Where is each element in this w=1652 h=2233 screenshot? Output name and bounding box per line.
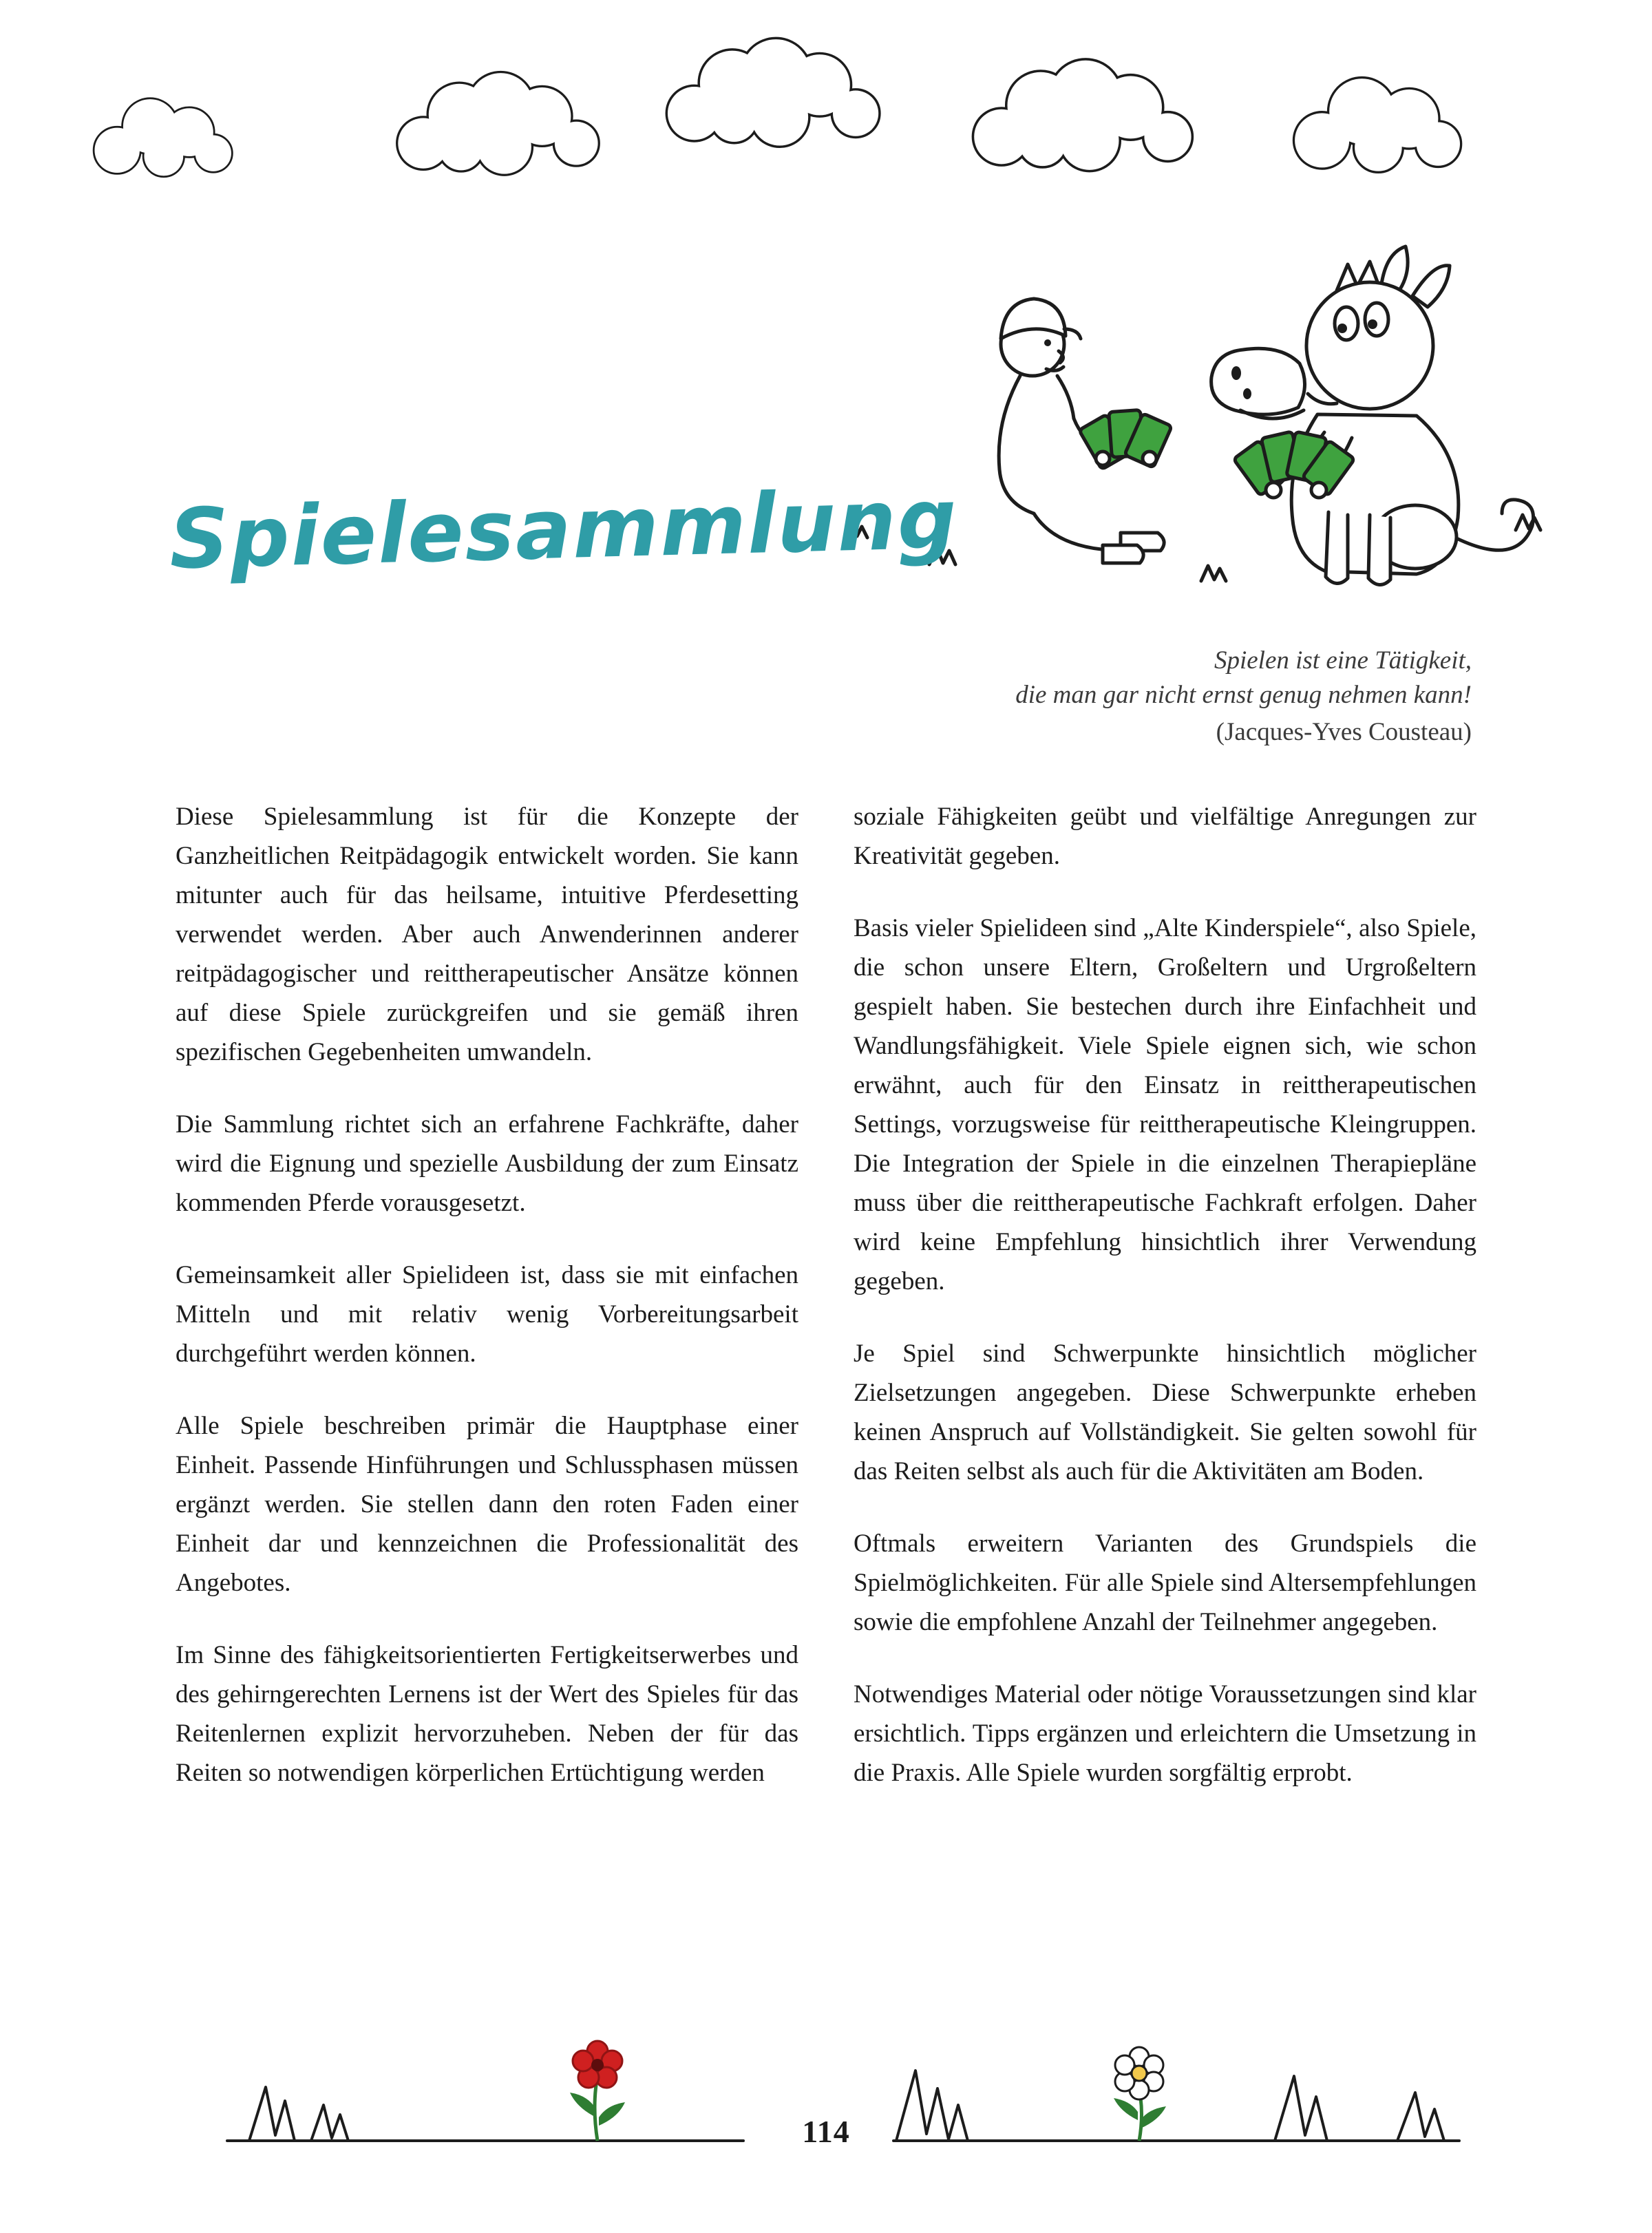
quote-attribution: (Jacques-Yves Cousteau)	[1216, 718, 1472, 746]
hoof	[1266, 483, 1281, 498]
paragraph: Basis vieler Spielideen sind „Alte Kinderspiele“, also Spiele, die schon unsere Eltern, Großeltern und Urgroßeltern gespielt haben. Sie bestechen durch ihre Einfachheit und Wandlungsfähigkeit. Viele Spiele eignen sich, wie schon erwähnt, auch für den Einsatz in reittherapeutischen Settings, vorzugsweise für reittherapeutische Kleingruppen. Die Integration der Spiele in die einzelnen Therapiepläne muss über die reittherapeutische Fachkraft erfolgen. Daher wird keine Empfehlung hinsichtlich ihrer Verwendung gegeben.	[854, 914, 1476, 1295]
paragraph: Gemeinsamkeit aller Spielideen ist, dass sie mit einfachen Mitteln und mit relativ wenig Vorbereitungsarbeit durchgeführt werden können.	[176, 1261, 798, 1368]
horse-tail	[1457, 500, 1534, 550]
paragraph: Notwendiges Material oder nötige Voraussetzungen sind klar ersichtlich. Tipps ergänzen und erleichtern die Umsetzung in die Praxis. Alle Spiele wurden sorgfältig erprobt.	[854, 1680, 1476, 1787]
horse-card-game-illustration	[826, 241, 1556, 626]
quote-line: Spielen ist eine Tätigkeit,	[1214, 646, 1472, 675]
left-column	[176, 797, 798, 1825]
horse-eye	[1365, 303, 1388, 336]
grass-mark-icon	[1516, 515, 1540, 530]
horse-leg	[1326, 512, 1348, 584]
person-illustration	[999, 299, 1172, 563]
paragraph: soziale Fähigkeiten geübt und vielfältige Anregungen zur Kreativität gegeben.	[854, 803, 1476, 870]
cloud-icon	[398, 73, 597, 173]
body-columns	[176, 797, 1476, 1825]
cloud-icon	[668, 39, 878, 145]
grass-mark-icon	[1201, 566, 1226, 581]
hoof	[1311, 483, 1326, 498]
page-title: Spielesammlung	[168, 472, 960, 588]
playing-cards-icon	[1079, 410, 1172, 469]
horse-illustration	[1211, 246, 1534, 585]
hand	[1143, 452, 1156, 465]
paragraph: Diese Spielesammlung ist für die Konzepte der Ganzheitlichen Reitpädagogik entwickelt worden. Sie kann mitunter auch für das heilsame, intuitive Pferdesetting verwendet werden. Aber auch Anwenderinnen anderer reitpädagogischer und reittherapeutischer Ansätze können auf diese Spiele zurückgreifen und sie gemäß ihren spezifischen Gegebenheiten umwandeln.	[176, 803, 798, 1066]
quote-line: die man gar nicht ernst genug nehmen kann!	[1015, 681, 1472, 709]
hand	[1096, 452, 1110, 465]
paragraph: Je Spiel sind Schwerpunkte hinsichtlich möglicher Zielsetzungen angegeben. Diese Schwerpunkte erheben keinen Anspruch auf Vollständigkeit. Sie gelten sowohl für das Reiten selbst als auch für die Aktivitäten am Boden.	[854, 1340, 1476, 1485]
horse-head	[1306, 282, 1433, 409]
clouds-illustration	[0, 21, 1652, 248]
horse-eye	[1335, 307, 1358, 340]
cloud-icon	[94, 99, 231, 176]
right-column	[854, 797, 1476, 1825]
horse-ear	[1412, 266, 1450, 307]
paragraph: Im Sinne des fähigkeitsorientierten Fertigkeitserwerbes und des gehirngerechten Lernens ist der Wert des Spieles für das Reitenlernen explizit hervorzuheben. Neben der für das Reiten so notwendigen körperlichen Ertüchtigung werden	[176, 1641, 798, 1787]
page-number: 114	[802, 2114, 850, 2149]
horse-muzzle	[1211, 348, 1305, 414]
boot-icon	[1103, 545, 1143, 563]
paragraph: Alle Spiele beschreiben primär die Hauptphase einer Einheit. Passende Hinführungen und Schlussphasen müssen ergänzt werden. Sie stellen dann den roten Faden einer Einheit dar und kennzeichnen die Professionalität des Angebotes.	[176, 1412, 798, 1597]
cloud-icon	[974, 61, 1191, 170]
paragraph: Oftmals erweitern Varianten des Grundspiels die Spielmöglichkeiten. Für alle Spiele sind Altersempfehlungen sowie die empfohlene Anzahl der Teilnehmer angegeben.	[854, 1530, 1476, 1636]
cloud-icon	[1295, 78, 1460, 171]
horse-leg	[1368, 515, 1390, 585]
quote-block	[783, 644, 1472, 750]
paragraph: Die Sammlung richtet sich an erfahrene Fachkräfte, daher wird die Eignung und spezielle Ausbildung der zum Einsatz kommenden Pferde vorausgesetzt.	[176, 1110, 798, 1217]
